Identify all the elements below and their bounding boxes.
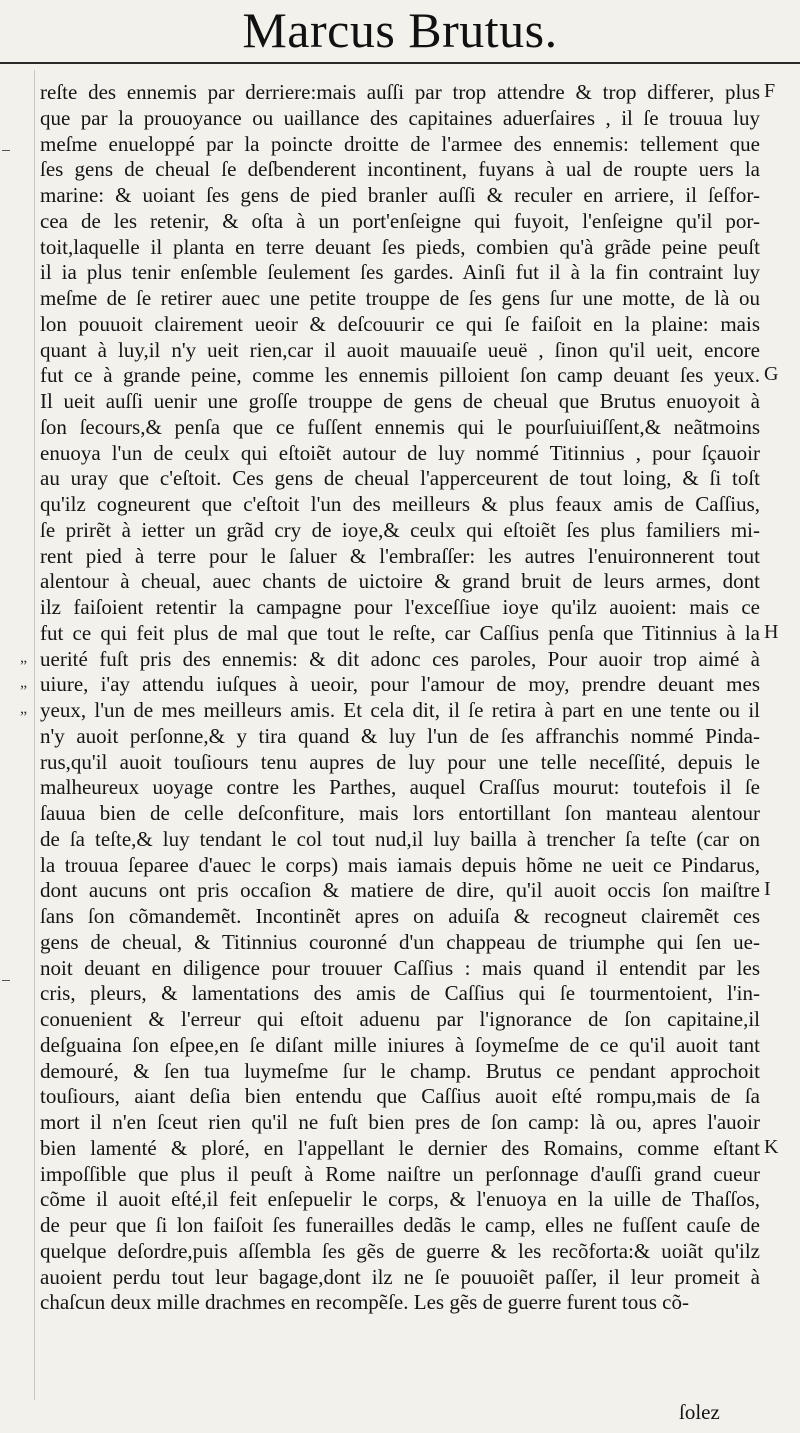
- text-line: ſans ſon cõmandemẽt. Incontinẽt apres on aduiſa & recogneut clairemẽt ces: [40, 904, 760, 928]
- text-line: bien lamenté & ploré, en l'appellant le dernier des Romains, comme eſtant: [40, 1135, 760, 1160]
- page-gutter: [34, 70, 35, 1400]
- text-line: alentour à cheual, auec chants de uictoire & grand bruit de leurs armes, dont: [40, 569, 760, 594]
- text-line: noit deuant en diligence pour trouuer Caſſius : mais quand il entendit par les: [40, 955, 760, 980]
- text-line: rus,qu'il auoit touſiours tenu aupres de luy pour une telle neceſſité, depuis le: [40, 749, 760, 774]
- text-line: de ſa teſte,& luy tendant le col tout nud,il luy bailla à trencher ſa teſte (car on: [40, 826, 760, 851]
- catchword: ſolez: [679, 1400, 720, 1424]
- text-line: reſte des ennemis par derriere:mais auſſi par trop attendre & trop differer, plus: [40, 80, 760, 104]
- text-line: rent pied à terre pour le ſaluer & l'embraſſer: les autres l'enuironnerent tout: [40, 543, 760, 568]
- text-line: cris, pleurs, & lamentations des amis de Caſſius qui ſe tourmentoient, l'in-: [40, 981, 760, 1006]
- running-title: Marcus Brutus.: [242, 2, 558, 58]
- quotation-marker: „: [20, 674, 28, 692]
- text-line: uiure, i'ay attendu iuſques à ueoir, pour l'amour de moy, prendre deuant mes: [40, 672, 760, 697]
- margin-section-letter: I: [764, 878, 771, 901]
- edge-mark: [2, 980, 10, 981]
- text-line: ilz faiſoient retentir la campagne pour l'exceſſiue ioye qu'ilz auoient: mais ce: [40, 595, 760, 619]
- text-line: la trouua ſeparee d'auec le corps) mais iamais depuis hõme ne ueit ce Pindarus,: [40, 852, 760, 877]
- text-line: gens de cheual, & Titinnius couronné d'un chappeau de triumphe qui ſen ue-: [40, 929, 760, 954]
- text-line: lon pouuoit clairement ueoir & deſcouurir ce qui ſe faiſoit en la plaine: mais: [40, 311, 760, 336]
- text-line: chaſcun deux mille drachmes en recompẽſe. Les gẽs de guerre furent tous cõ-: [40, 1290, 689, 1315]
- text-line: n'y auoit perſonne,& y tira quand & luy l'un de ſes affranchis nommé Pinda-: [40, 723, 760, 748]
- text-line: fut ce qui feit plus de mal que tout le reſte, car Caſſius penſa que Titinnius à la: [40, 620, 760, 645]
- text-line: yeux, l'un de mes meilleurs amis. Et cela dit, il ſe retira à part en une tente ou il: [40, 698, 760, 722]
- text-line: conuenient & l'erreur qui eſtoit aduenu par l'ignorance de ſon capitaine,il: [40, 1007, 760, 1031]
- text-line: ſe prirẽt à ietter un grãd cry de ioye,& ceulx qui eſtoiẽt ſes plus familiers mi-: [40, 517, 760, 542]
- text-line: fut ce à grande peine, comme les ennemis pilloient ſon camp deuant ſes yeux.: [40, 363, 760, 388]
- text-line: ſes gens de cheual ſe deſbenderent incontinent, fuyans à ual de roupte uers la: [40, 157, 760, 182]
- text-line: dont aucuns ont pris occaſion & matiere de dire, qu'il auoit occis ſon maiſtre: [40, 878, 760, 903]
- text-line: enuoya l'un de ceulx qui eſtoiẽt autour de luy nommé Titinnius , pour ſçauoir: [40, 440, 760, 465]
- body-text: [40, 80, 760, 1316]
- text-line: deſguaina ſon eſpee,en ſe diſant mille iniures à ſoymeſme de ce qu'il auoit tant: [40, 1032, 760, 1057]
- margin-section-letter: F: [764, 80, 776, 102]
- text-line: mort il n'en ſceut rien qu'il ne fuſt bien pres de ſon camp: là ou, apres l'auoir: [40, 1110, 760, 1134]
- margin-section-letter: G: [764, 363, 779, 386]
- text-line: ſauua bien de celle deſconfiture, mais lors entortillant ſon manteau alentour: [40, 801, 760, 825]
- text-line: toit,laquelle il planta en terre deuant ſes pieds, combien qu'à grãde peine peuſt: [40, 234, 760, 259]
- text-line: cõme il auoit eſté,il feit enſepuelir le corps, & l'enuoya en la uille de Thaſſos,: [40, 1187, 760, 1212]
- margin-section-letter: K: [764, 1135, 779, 1158]
- text-line: meſme de ſe retirer auec une petite trouppe de ſes gens ſur une motte, de là ou: [40, 286, 760, 310]
- quotation-marker: „: [20, 648, 28, 666]
- text-line: au uray que c'eſtoit. Ces gens de cheual l'apperceurent de tout loing, & ſi toſt: [40, 466, 760, 491]
- text-line: impoſſible que plus il peuſt à Rome naiſtre un perſonnage d'auſſi grand cueur: [40, 1161, 760, 1186]
- edge-mark: [2, 150, 10, 151]
- margin-section-letter: H: [764, 620, 779, 643]
- text-line: de peur que ſi lon faiſoit ſes funerailles dedãs le camp, elles ne fuſſent cauſe de: [40, 1213, 760, 1237]
- text-line: cea de les retenir, & oſta à un port'enſeigne qui fuyoit, l'enſeigne qu'il por-: [40, 208, 760, 233]
- text-line: auoient perdu tout leur bagage,dont ilz ne ſe pouuoiẽt paſſer, il leur promeit à: [40, 1264, 760, 1289]
- text-line: quant à luy,il n'y ueit rien,car il auoit mauuaiſe ueuë , ſinon qu'il ueit, encore: [40, 337, 760, 362]
- text-line: marine: & uoiant ſes gens de pied branler auſſi & reculer en arriere, il ſeſfor-: [40, 183, 760, 207]
- quotation-marker: „: [20, 700, 28, 717]
- text-line: qu'ilz cogneurent que c'eſtoit l'un des meilleurs & plus feaux amis de Caſſius,: [40, 492, 760, 516]
- text-line: que par la prouoyance ou uaillance des capitaines aduerſaires , il ſe trouua luy: [40, 105, 760, 130]
- text-line: ſon ſecours,& penſa que ce fuſſent ennemis qui le pourſuiuiſſent,& neãtmoins: [40, 414, 760, 439]
- text-line: meſme enueloppé par la poincte droitte de l'armee des ennemis: tellement que: [40, 131, 760, 156]
- header-rule: [0, 62, 800, 64]
- text-line: il ia plus tenir enſemble ſeulement ſes gardes. Ainſi fut il à la fin contraint luy: [40, 260, 760, 285]
- text-line: quelque deſordre,puis aſſembla ſes gẽs de guerre & les recõforta:& uoiãt qu'ilz: [40, 1238, 760, 1263]
- text-line: demouré, & ſen tua luymeſme ſur le champ. Brutus ce pendant approchoit: [40, 1058, 760, 1083]
- text-line: malheureux uoyage contre les Parthes, auquel Craſſus mourut: toutefois il ſe: [40, 775, 760, 800]
- text-line: uerité fuſt pris des ennemis: & dit adonc ces paroles, Pour auoir trop aimé à: [40, 646, 760, 671]
- text-line: Il ueit auſſi uenir une groſſe trouppe de gens de cheual que Brutus enuoyoit à: [40, 389, 760, 413]
- text-line: touſiours, aiant deſia bien entendu que Caſſius auoit eſté rompu,mais de ſa: [40, 1084, 760, 1109]
